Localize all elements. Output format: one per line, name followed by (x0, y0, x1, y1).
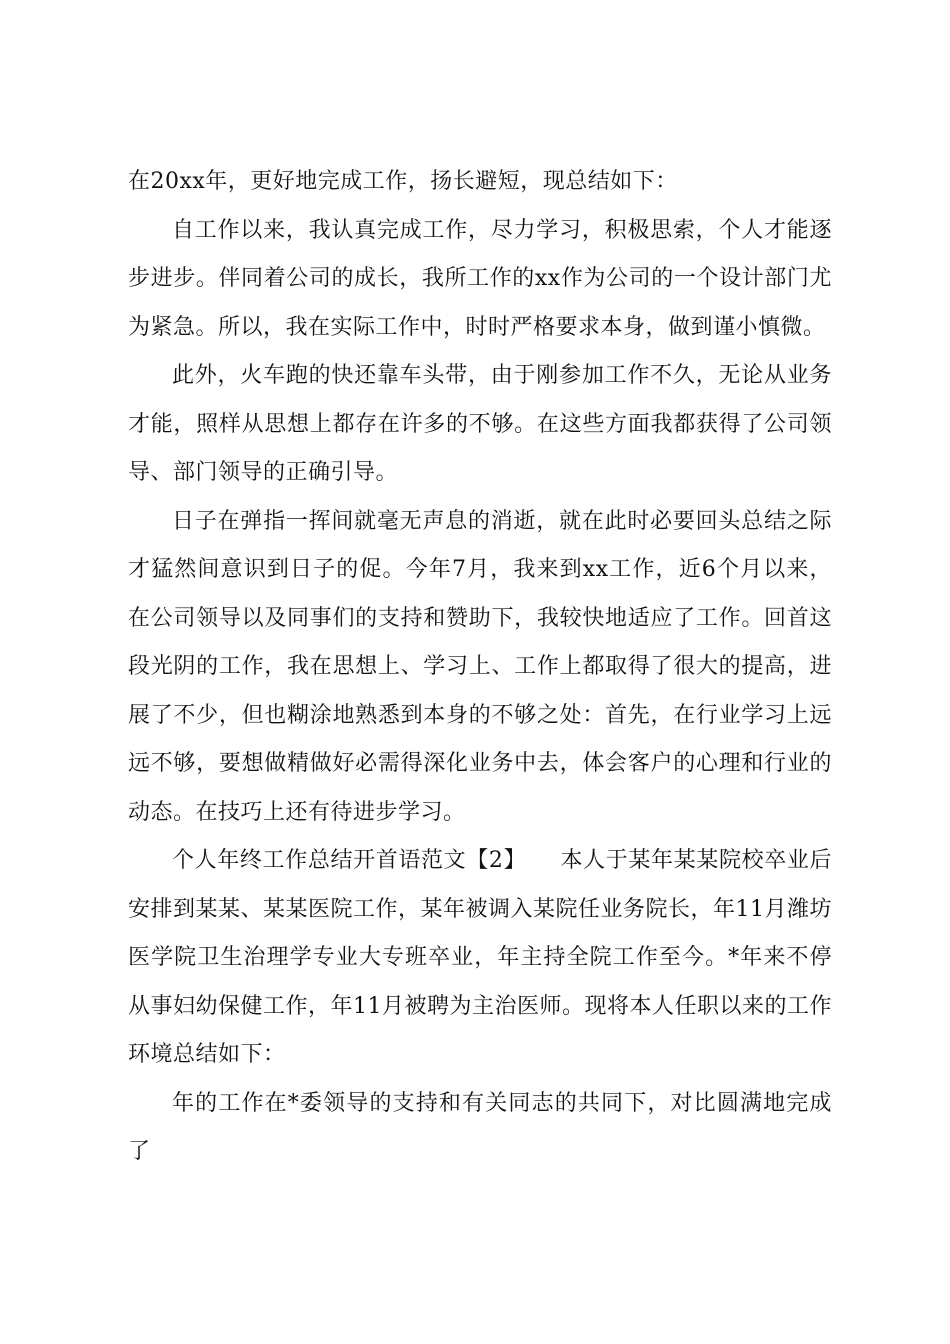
paragraph-3: 此外，火车跑的快还靠车头带，由于刚参加工作不久，无论从业务才能，照样从思想上都存在许多的不够。在这些方面我都获得了公司领导、部门领导的正确引导。 (128, 363, 832, 485)
paragraph-5: 个人年终工作总结开首语范文【2】 本人于某年某某院校卒业后安排到某某、某某医院工作，某年被调入某院任业务院长，年11月潍坊医学院卫生治理学专业大专班卒业，年主持全院工作至今。*年来不停从事妇幼保健工作，年11月被聘为主治医师。现将本人任职以来的工作环境总结如下： (128, 848, 832, 1067)
paragraph-2: 自工作以来，我认真完成工作，尽力学习，积极思索，个人才能逐步进步。伴同着公司的成长，我所工作的xx作为公司的一个设计部门尤为紧急。所以，我在实际工作中，时时严格要求本身，做到谨小慎微。 (128, 217, 832, 340)
document-body (128, 158, 832, 1177)
paragraph-4: 日子在弹指一挥间就毫无声息的消逝，就在此时必要回头总结之际才猛然间意识到日子的促。今年7月，我来到xx工作，近6个月以来，在公司领导以及同事们的支持和赞助下，我较快地适应了工作。回首这段光阴的工作，我在思想上、学习上、工作上都取得了很大的提高，进展了不少，但也糊涂地熟悉到本身的不够之处：首先，在行业学习上远远不够，要想做精做好必需得深化业务中去，体会客户的心理和行业的动态。在技巧上还有待进步学习。 (128, 508, 832, 825)
paragraph-6: 年的工作在*委领导的支持和有关同志的共同下，对比圆满地完成了 (128, 1090, 832, 1164)
paragraph-1: 在20xx年，更好地完成工作，扬长避短，现总结如下： (128, 169, 678, 194)
